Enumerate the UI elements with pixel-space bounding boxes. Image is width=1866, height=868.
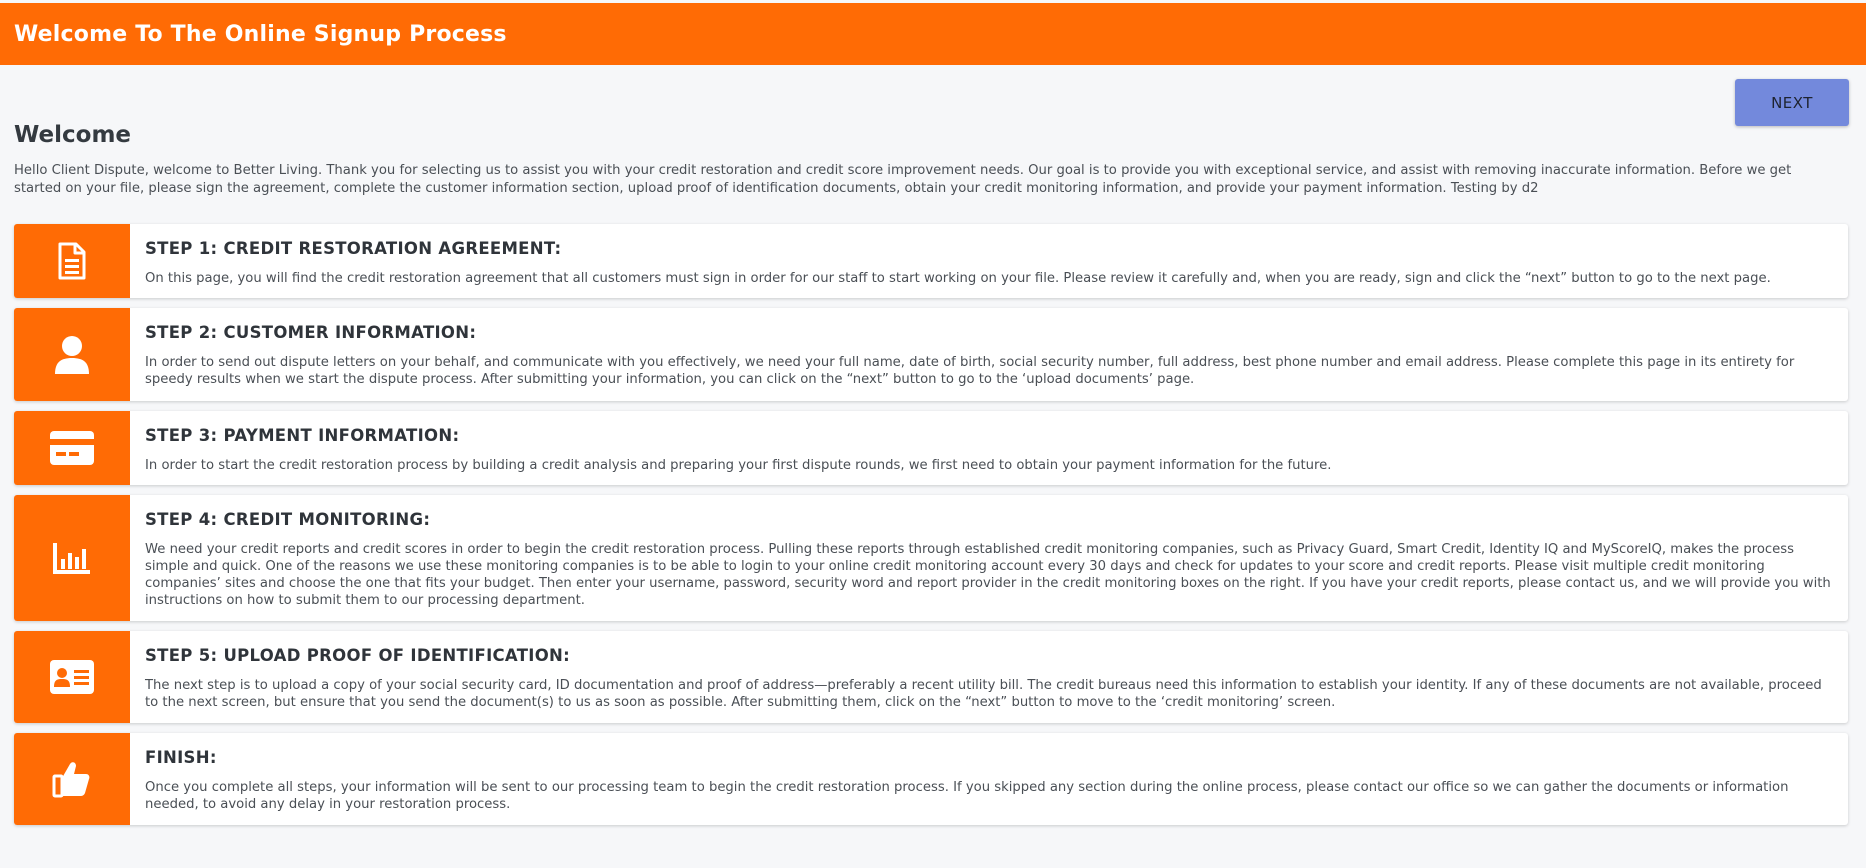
step-card-finish <box>14 733 1848 825</box>
bar-chart-icon <box>14 495 130 621</box>
step-body <box>130 224 1848 298</box>
step-text: In order to send out dispute letters on your behalf, and communicate with you effectively, we need your full name, date of birth, social security number, full address, best phone number and email address. Please complete this page in its entirety for speedy results when we start the dispute process. After submitting your information, you can click on the “next” button to go to the ‘upload documents’ page. <box>145 355 1795 387</box>
step-card-credit-monitoring <box>14 495 1848 621</box>
step-text: In order to start the credit restoration process by building a credit analysis and preparing your first dispute rounds, we first need to obtain your payment information for the future. <box>145 458 1332 473</box>
step-body <box>130 733 1848 825</box>
user-icon <box>14 308 130 401</box>
credit-card-icon <box>14 411 130 485</box>
step-body <box>130 411 1848 485</box>
step-text: Once you complete all steps, your information will be sent to our processing team to begin the credit restoration process. If you skipped any section during the online process, please contact our office so we can gather the documents or information needed, to avoid any delay in your restoration process. <box>145 780 1789 812</box>
steps-list <box>14 224 1848 835</box>
step-title: STEP 5: UPLOAD PROOF OF IDENTIFICATION: <box>145 646 571 665</box>
step-title: STEP 4: CREDIT MONITORING: <box>145 510 431 529</box>
step-text: The next step is to upload a copy of your social security card, ID documentation and proof of address—preferably a recent utility bill. The credit bureaus need this information to establish your identity. If any of these documents are not available, proceed to the next screen, but ensure that you send the document(s) to us as soon as possible. After submitting them, click on the “next” button to move to the ‘credit monitoring’ screen. <box>145 678 1822 710</box>
welcome-text: Hello Client Dispute, welcome to Better Living. Thank you for selecting us to assist you with your credit restoration and credit score improvement needs. Our goal is to provide you with exceptional service, and assist with removing inaccurate information. Before we get started on your file, please sign the agreement, complete the customer information section, upload proof of identification documents, obtain your credit monitoring information, and provide your payment information. Testing by d2 <box>14 163 1792 196</box>
step-card-customer-info <box>14 308 1848 401</box>
page-header <box>0 3 1866 65</box>
step-title: STEP 1: CREDIT RESTORATION AGREEMENT: <box>145 239 562 258</box>
welcome-title: Welcome <box>14 122 132 148</box>
header-title: Welcome To The Online Signup Process <box>14 21 507 47</box>
document-icon <box>14 224 130 298</box>
step-body <box>130 631 1848 723</box>
step-body <box>130 495 1848 621</box>
id-card-icon <box>14 631 130 723</box>
step-title: FINISH: <box>145 748 217 767</box>
step-title: STEP 2: CUSTOMER INFORMATION: <box>145 323 477 342</box>
step-card-upload-id <box>14 631 1848 723</box>
step-body <box>130 308 1848 401</box>
step-text: We need your credit reports and credit scores in order to begin the credit restoration process. Pulling these reports through established credit monitoring companies, such as Privacy Guard, Smart Credit, Identity IQ and MyScoreIQ, makes the process simple and quick. One of the reasons we use these monitoring companies is to be able to login to your online credit monitoring account every 30 days and check for updates to your score and credit reports. Please visit multiple credit monitoring companies’ sites and choose the one that fits your budget. Then enter your username, password, security word and report provider in the credit monitoring boxes on the right. If you have your credit reports, please contact us, and we will provide you with instructions on how to submit them to our processing department. <box>145 542 1831 608</box>
step-card-payment <box>14 411 1848 485</box>
step-card-agreement <box>14 224 1848 298</box>
next-button[interactable]: NEXT <box>1735 79 1849 126</box>
step-title: STEP 3: PAYMENT INFORMATION: <box>145 426 460 445</box>
thumbs-up-icon <box>14 733 130 825</box>
step-text: On this page, you will find the credit restoration agreement that all customers must sign in order for our staff to start working on your file. Please review it carefully and, when you are ready, sign and click the “next” button to go to the next page. <box>145 271 1771 286</box>
